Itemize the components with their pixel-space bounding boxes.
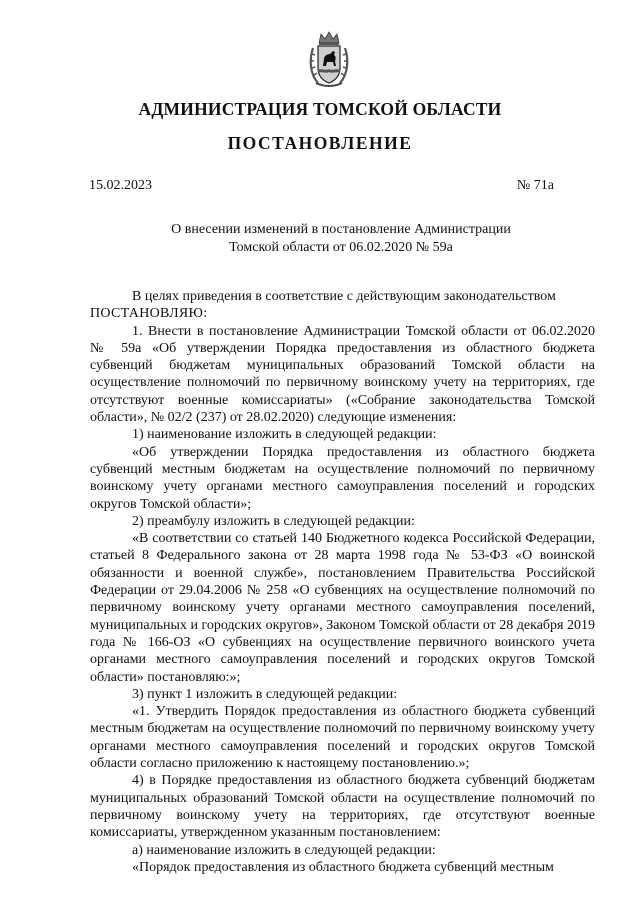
document-date: 15.02.2023	[89, 178, 152, 193]
document-number: № 71а	[516, 178, 554, 193]
body-paragraph: а) наименование изложить в следующей редакции:	[132, 842, 436, 858]
preamble-paragraph: В целях приведения в соответствие с действующим законодательством	[132, 289, 556, 304]
body-paragraph: 3) пункт 1 изложить в следующей редакции:	[132, 686, 398, 702]
body-paragraph: «В соответствии со статьей 140 Бюджетного кодекса Российской Федерации, статьей 8 Федерального закона от 28 марта 1998 года № 53-ФЗ «О воинской обязанности и военной службе», постановлением Правительства Российской Федерации от 29.04.2006 № 258 «О субвенциях на осуществление полномочий по первичному воинскому учету органами местного самоуправления поселений, муниципальных и городских округов», Законом Томской области от 28 декабря 2019 года № 166-ОЗ «О субвенциях на осуществление первичного воинского учета органами местного самоуправления поселений и городских округов Томской области» постановляю:»;	[90, 531, 595, 685]
document-type-title: ПОСТАНОВЛЕНИЕ	[227, 133, 413, 153]
body-paragraph: 4) в Порядке предоставления из областного бюджета субвенций бюджетам муниципальных образований Томской области на осуществление полномочий по первичному воинскому учету на территориях, где отсутствуют военные комиссариаты, утвержденном указанным постановлением:	[90, 773, 595, 841]
body-paragraph: «1. Утвердить Порядок предоставления из областного бюджета субвенций местным бюджетам на осуществление полномочий по первичному воинскому учету органами местного самоуправления поселений и городских округов Томской области согласно приложению к настоящему постановлению.»;	[90, 704, 595, 772]
body-paragraph: «Об утверждении Порядка предоставления из областного бюджета субвенций местным бюджетам на осуществление полномочий по первичному воинскому учету органами местного самоуправления поселений и городских округов Томской области»;	[90, 444, 595, 512]
document-body	[90, 288, 595, 876]
body-paragraph: 1) наименование изложить в следующей редакции:	[132, 427, 437, 443]
body-paragraph: «Порядок предоставления из областного бюджета субвенций местным	[132, 859, 554, 875]
coat-of-arms-icon	[308, 30, 350, 88]
subject-line: О внесении изменений в постановление Администрации	[171, 222, 511, 237]
organization-title: АДМИНИСТРАЦИЯ ТОМСКОЙ ОБЛАСТИ	[138, 99, 502, 119]
body-paragraph: 2) преамбулу изложить в следующей редакции:	[132, 513, 415, 529]
subject-line: Томской области от 06.02.2020 № 59а	[229, 240, 453, 255]
body-paragraph: 1. Внести в постановление Администрации Томской области от 06.02.2020 № 59а «Об утверждении Порядка предоставления из областного бюджета субвенций бюджетам муниципальных образований Томской области на осуществление полномочий по первичному воинскому учету на территориях, где отсутствуют военные комиссариаты» («Собрание законодательства Томской области», № 02/2 (237) от 28.02.2020) следующие изменения:	[90, 323, 595, 426]
decree-word: ПОСТАНОВЛЯЮ:	[90, 306, 208, 322]
document-subject	[0, 221, 640, 257]
